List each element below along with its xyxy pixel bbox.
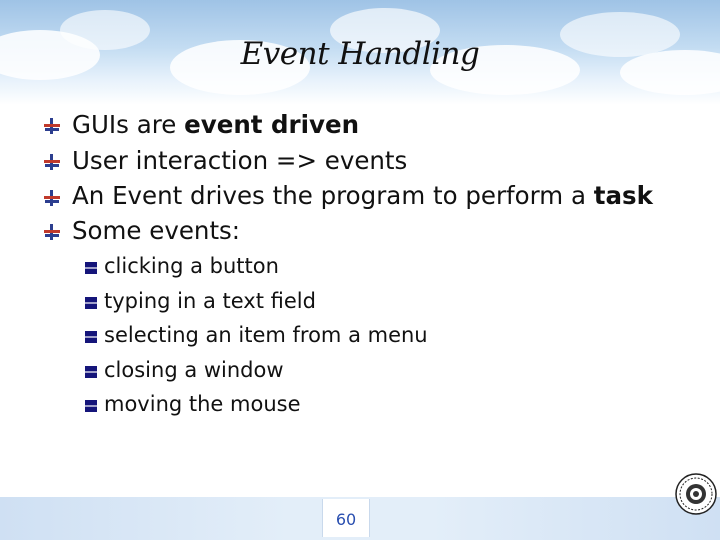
bullet-item (44, 110, 684, 140)
sub-bullet-text: selecting an item from a menu (104, 323, 428, 347)
bullet-item (44, 182, 684, 210)
square-bullet-icon (85, 297, 97, 309)
bullet-item (44, 146, 684, 176)
sub-bullet-item (84, 321, 684, 349)
sub-bullet-text: typing in a text field (104, 288, 316, 313)
sub-bullet-item (84, 252, 684, 280)
sub-bullet-text: clicking a button (104, 254, 279, 278)
bullet-marker-icon (44, 190, 60, 206)
bullet-text: Some events: (72, 216, 241, 245)
bullet-bold-text: event driven (184, 110, 360, 139)
sub-bullet-item (84, 287, 684, 315)
university-seal-icon (675, 473, 717, 515)
sub-bullet-text: closing a window (104, 357, 284, 382)
sub-bullet-item (84, 390, 684, 418)
bullet-bold-text: task (593, 181, 653, 210)
bullet-list (44, 110, 684, 425)
bullet-item (44, 216, 684, 246)
bullet-text: User interaction => events (72, 146, 408, 175)
bullet-text: GUIs are (72, 110, 185, 139)
square-bullet-icon (85, 400, 97, 412)
sub-bullet-text: moving the mouse (104, 392, 301, 416)
square-bullet-icon (85, 366, 97, 378)
bullet-marker-icon (44, 154, 60, 170)
square-bullet-icon (85, 262, 97, 274)
square-bullet-icon (85, 331, 97, 343)
slide-title: Event Handling (240, 36, 480, 72)
sub-bullet-item (84, 356, 684, 384)
page-number: 60 (335, 510, 357, 529)
sub-bullet-list (84, 252, 684, 418)
bullet-text: An Event drives the program to perform a (72, 181, 594, 210)
bullet-marker-icon (44, 118, 60, 134)
bullet-marker-icon (44, 224, 60, 240)
